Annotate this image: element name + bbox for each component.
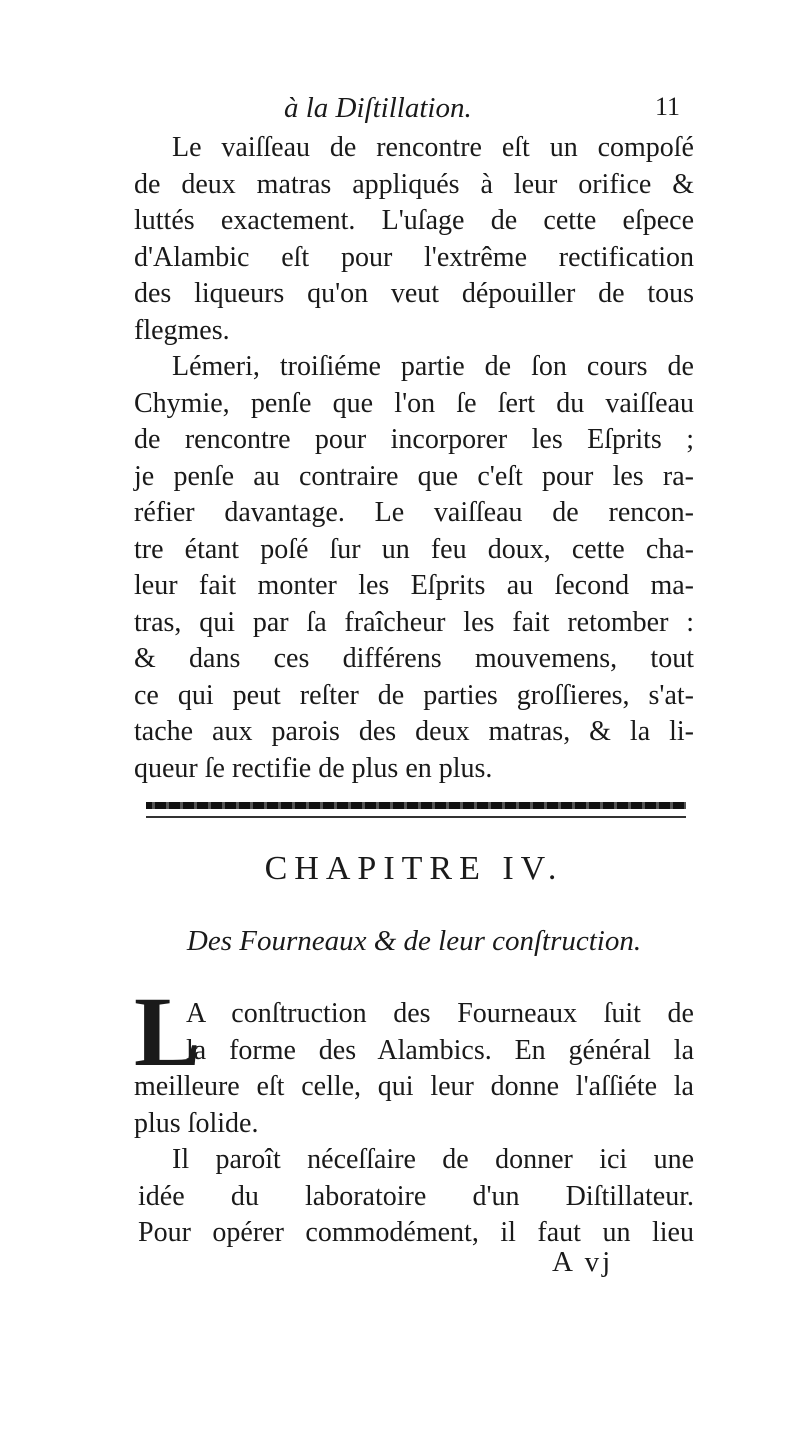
text-line: de rencontre pour incorporer les Eſprits ;	[134, 424, 694, 455]
text-line: Pour opérer commodément, il faut un lieu	[138, 1217, 694, 1248]
text-line: réfier davantage. Le vaiſſeau de rencon-	[134, 497, 694, 528]
text-line: Le vaiſſeau de rencontre eſt un compoſé	[172, 132, 694, 163]
ornament-thin-bar	[146, 816, 686, 818]
signature-mark: A vj	[552, 1246, 614, 1278]
running-title: à la Diſtillation.	[284, 92, 472, 124]
text-line: luttés exactement. L'uſage de cette eſpece	[134, 205, 694, 236]
text-line: queur ſe rectifie de plus en plus.	[134, 752, 493, 784]
paragraph-construction	[134, 976, 694, 1142]
text-line: d'Alambic eſt pour l'extrême rectification	[134, 241, 694, 273]
text-line: meilleure eſt celle, qui leur donne l'aſſiéte la	[134, 1071, 694, 1102]
ornamental-rule	[146, 800, 686, 822]
text-line: de deux matras appliqués à leur orifice &	[134, 168, 694, 200]
text-line: Il paroît néceſſaire de donner ici une	[172, 1144, 694, 1175]
paragraph-lemeri	[134, 349, 694, 787]
text-line: ce qui peut reſter de parties groſſieres, s'at-	[134, 679, 694, 711]
drop-cap: L	[134, 976, 201, 1087]
text-line: tras, qui par ſa fraîcheur les fait retomber :	[134, 606, 694, 638]
paragraph-vaisseau-de-rencontre	[134, 130, 694, 349]
text-line: idée du laboratoire d'un Diſtillateur.	[138, 1180, 694, 1212]
text-line: tre étant poſé ſur un feu doux, cette cha-	[134, 533, 694, 565]
text-line: la forme des Alambics. En général la	[186, 1034, 694, 1066]
text-line: A conſtruction des Fourneaux ſuit de	[186, 998, 694, 1029]
text-line: des liqueurs qu'on veut dépouiller de tous	[134, 278, 694, 309]
text-line: flegmes.	[134, 314, 230, 346]
chapter-subtitle: Des Fourneaux & de leur conſtruction.	[186, 925, 642, 957]
text-line: Lémeri, troiſiéme partie de ſon cours de	[172, 351, 694, 382]
text-line: tache aux parois des deux matras, & la li-	[134, 716, 694, 747]
text-line: leur fait monter les Eſprits au ſecond ma-	[134, 570, 694, 601]
ornament-thick-bar	[146, 802, 686, 809]
text-line: & dans ces différens mouvemens, tout	[134, 643, 694, 674]
text-line: plus ſolide.	[134, 1107, 259, 1139]
page-header	[134, 92, 694, 132]
text-line: je penſe au contraire que c'eſt pour les ra-	[134, 460, 694, 492]
page-number: 11	[654, 92, 680, 121]
paragraph-laboratoire	[134, 1142, 694, 1252]
chapter-title: CHAPITRE IV.	[264, 850, 564, 887]
text-line: Chymie, penſe que l'on ſe ſert du vaiſſeau	[134, 387, 694, 419]
